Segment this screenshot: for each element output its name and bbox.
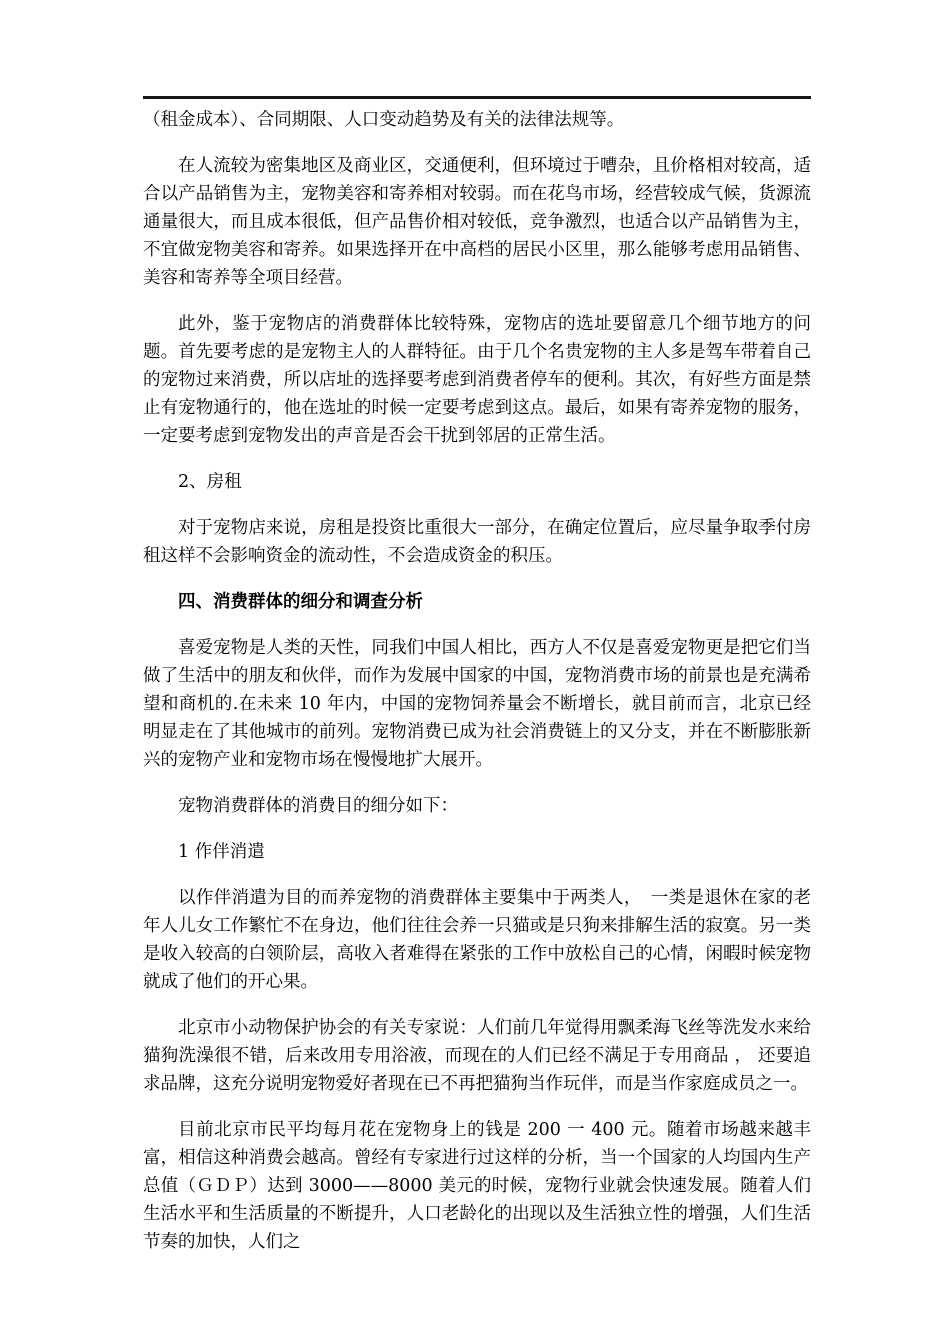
section-heading-rent: 2、房租 [178,472,242,492]
continuation-paragraph-rent-cost-factors: （租金成本）、合同期限、人口变动趋势及有关的法律法规等。 [143,110,625,130]
paragraph-pet-love-market-outlook: 喜爱宠物是人类的天性，同我们中国人相比，西方人不仅是喜爱宠物更是把它们当做了生活中的朋友和伙伴，而作为发展中国家的中国，宠物消费市场的前景也是充满希望和商机的.在未来 10 年内，中国的宠物饲养量会不断增长，就目前而言，北京已经明显走在了其他城市的前列。宠物消费已成为社会消费链上的又分支，并在不断膨胀新兴的宠物产业和宠物市场在慢慢地扩大展开。 [143,638,811,770]
subsection-heading-companionship: 1 作伴消遣 [178,842,265,862]
page-top-divider-rule [143,96,811,99]
document-body [143,106,811,1256]
paragraph-companionship-consumer-groups: 以作伴消遣为目的而养宠物的消费群体主要集中于两类人， 一类是退休在家的老年人儿女工作繁忙不在身边，他们往往会养一只猫或是只狗来排解生活的寂寞。另一类是收入较高的白领阶层，高收入者难得在紧张的工作中放松自己的心情，闲暇时候宠物就成了他们的开心果。 [143,888,811,992]
paragraph-site-selection-details: 此外，鉴于宠物店的消费群体比较特殊，宠物店的选址要留意几个细节地方的问题。首先要考虑的是宠物主人的人群特征。由于几个名贵宠物的主人多是驾车带着自己的宠物过来消费，所以店址的选择要考虑到消费者停车的便利。其次，有好些方面是禁止有宠物通行的，他在选址的时候一定要考虑到这点。最后，如果有寄养宠物的服务，一定要考虑到宠物发出的声音是否会干扰到邻居的正常生活。 [143,314,811,446]
section-heading-consumer-segmentation-analysis: 四、消费群体的细分和调查分析 [178,592,423,612]
paragraph-location-commercial-district: 在人流较为密集地区及商业区，交通便利，但环境过于嘈杂，且价格相对较高，适合以产品销售为主，宠物美容和寄养相对较弱。而在花鸟市场，经营较成气候，货源流通量很大，而且成本很低，但产品售价相对较低，竞争激烈，也适合以产品销售为主，不宜做宠物美容和寄养。如果选择开在中高档的居民小区里，那么能够考虑用品销售、美容和寄养等全项目经营。 [143,156,811,288]
paragraph-expert-quote-pet-products: 北京市小动物保护协会的有关专家说：人们前几年觉得用飘柔海飞丝等洗发水来给猫狗洗澡很不错，后来改用专用浴液，而现在的人们已经不满足于专用商品 ， 还要追求品牌，这充分说明宠物爱好者现在已不再把猫狗当作玩伴，而是当作家庭成员之一。 [143,1018,811,1094]
paragraph-rent-payment: 对于宠物店来说，房租是投资比重很大一部分，在确定位置后，应尽量争取季付房租这样不会影响资金的流动性，不会造成资金的积压。 [143,518,811,566]
lead-in-consumption-purpose-breakdown: 宠物消费群体的消费目的细分如下： [178,796,458,816]
paragraph-monthly-spending-gdp: 目前北京市民平均每月花在宠物身上的钱是 200 一 400 元。随着市场越来越丰富，相信这种消费会越高。曾经有专家进行过这样的分析，当一个国家的人均国内生产总值（ＧＤＰ）达到 3000——8000 美元的时候，宠物行业就会快速发展。随着人们生活水平和生活质量的不断提升，人口老龄化的出现以及生活独立性的增强，人们生活节奏的加快，人们之 [143,1120,811,1252]
